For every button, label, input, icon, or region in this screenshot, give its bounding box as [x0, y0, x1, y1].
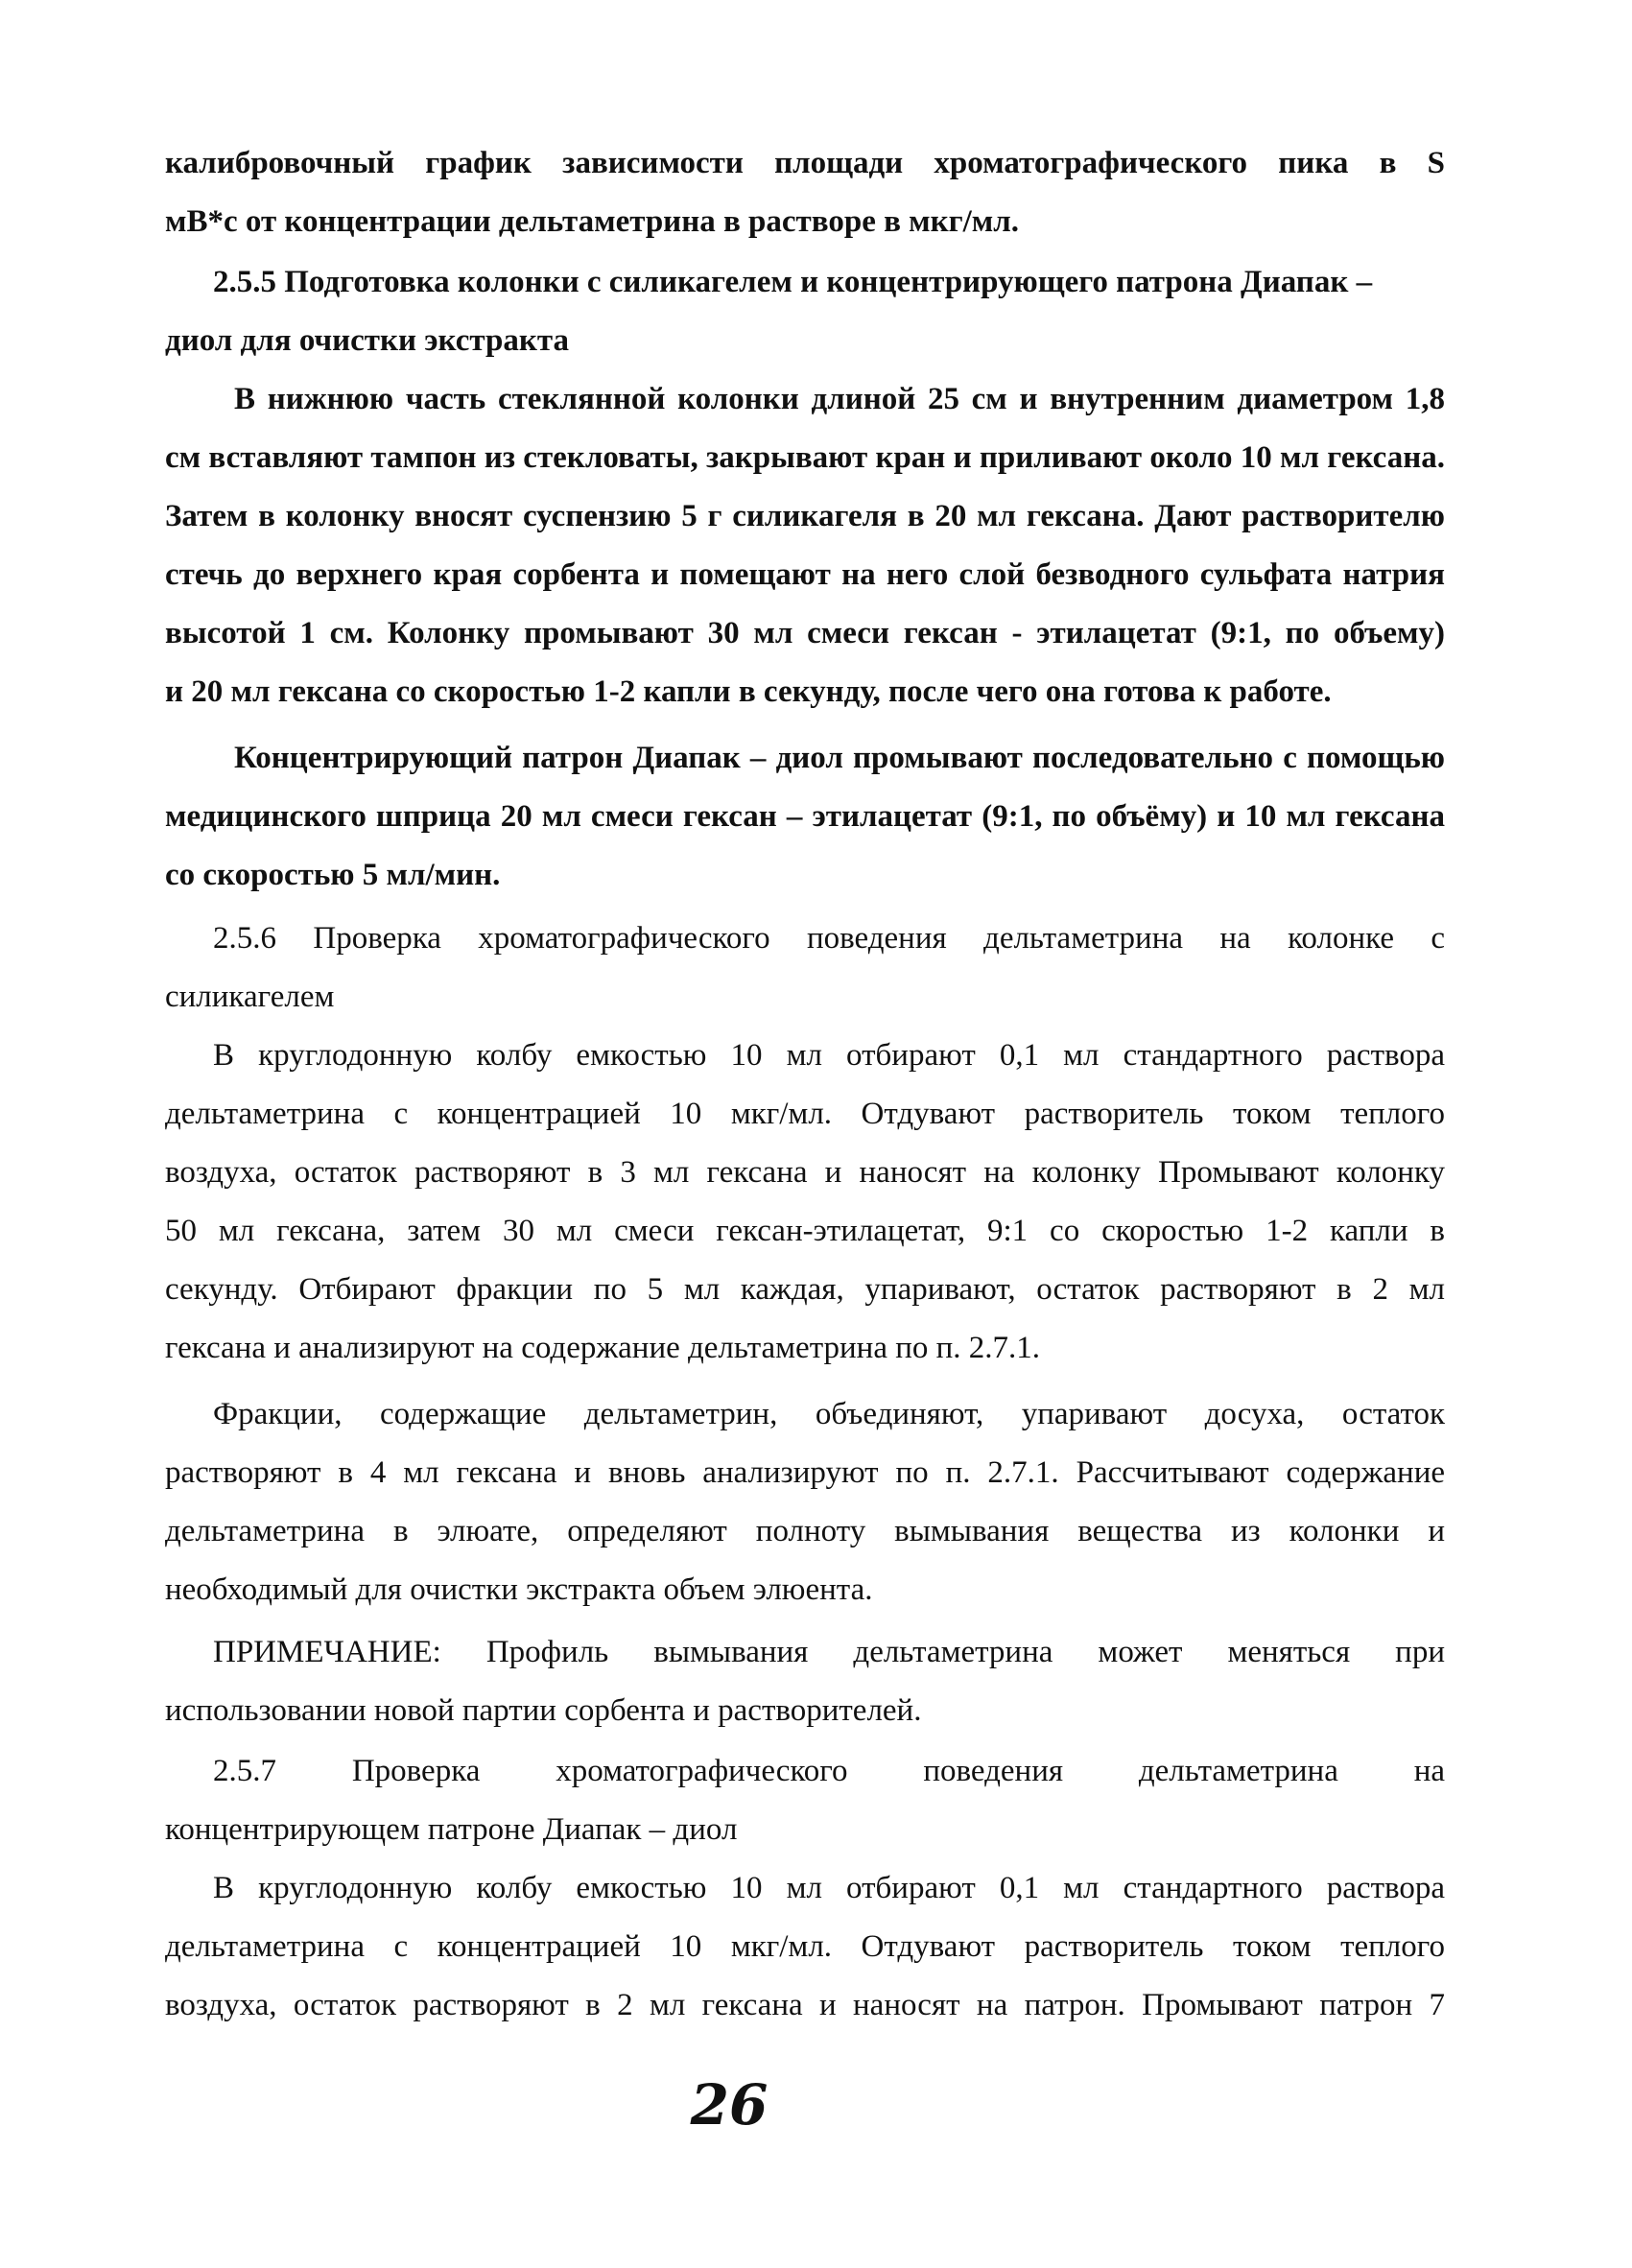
section-heading-2-5-6 — [165, 910, 1445, 1027]
text-line: ПРИМЕЧАНИЕ: Профиль вымывания дельтаметрина может меняться при — [213, 1635, 1445, 1669]
text-line: 2.5.7 Проверка хроматографического поведения дельтаметрина на — [213, 1754, 1445, 1788]
text-line: диол для очистки экстракта — [165, 323, 569, 358]
text-line: 2.5.6 Проверка хроматографического поведения дельтаметрина на колонке с — [213, 921, 1445, 956]
cartridge-check-paragraph — [165, 1859, 1445, 2035]
text-line: 50 мл гексана, затем 30 мл смеси гексан-этилацетат, 9:1 со скоростью 1-2 капли в — [165, 1214, 1445, 1248]
text-line: Фракции, содержащие дельтаметрин, объединяют, упаривают досуха, остаток — [213, 1397, 1445, 1431]
column-preparation-paragraph — [165, 370, 1445, 721]
text-line: со скоростью 5 мл/мин. — [165, 858, 501, 892]
section-heading-2-5-7 — [165, 1742, 1445, 1859]
text-line: Концентрирующий патрон Диапак – диол промывают последовательно с помощью — [234, 741, 1445, 775]
text-line: медицинского шприца 20 мл смеси гексан – этилацетат (9:1, по объёму) и 10 мл гексана — [165, 799, 1445, 834]
text-line: калибровочный график зависимости площади хроматографического пика в S — [165, 146, 1445, 180]
text-line: В круглодонную колбу емкостью 10 мл отбирают 0,1 мл стандартного раствора — [213, 1038, 1445, 1073]
text-line: см вставляют тампон из стекловаты, закрывают кран и приливают около 10 мл гексана. — [165, 440, 1445, 475]
text-line: В нижнюю часть стеклянной колонки длиной 25 см и внутренним диаметром 1,8 — [234, 382, 1445, 416]
cartridge-paragraph — [165, 729, 1445, 905]
note-paragraph — [165, 1623, 1445, 1740]
text-line: дельтаметрина с концентрацией 10 мкг/мл. Отдувают растворитель током теплого — [165, 1929, 1445, 1964]
text-line: мВ*с от концентрации дельтаметрина в растворе в мкг/мл. — [165, 204, 1020, 239]
text-line: секунду. Отбирают фракции по 5 мл каждая, упаривают, остаток растворяют в 2 мл — [165, 1272, 1445, 1307]
section-heading-2-5-5 — [165, 253, 1445, 370]
text-line: дельтаметрина с концентрацией 10 мкг/мл. Отдувают растворитель током теплого — [165, 1097, 1445, 1131]
page-number: 26 — [690, 2072, 769, 2138]
text-line: гексана и анализируют на содержание дельтаметрина по п. 2.7.1. — [165, 1331, 1041, 1365]
calibration-paragraph — [165, 134, 1445, 251]
text-line: концентрирующем патроне Диапак – диол — [165, 1812, 738, 1847]
text-line: растворяют в 4 мл гексана и вновь анализируют по п. 2.7.1. Рассчитывают содержание — [165, 1455, 1445, 1490]
text-line: и 20 мл гексана со скоростью 1-2 капли в секунду, после чего она готова к работе. — [165, 674, 1332, 709]
text-line: воздуха, остаток растворяют в 2 мл гексана и наносят на патрон. Промывают патрон 7 — [165, 1988, 1445, 2022]
text-line: В круглодонную колбу емкостью 10 мл отбирают 0,1 мл стандартного раствора — [213, 1871, 1445, 1905]
text-line: высотой 1 см. Колонку промывают 30 мл смеси гексан - этилацетат (9:1, по объему) — [165, 616, 1445, 650]
text-line: силикагелем — [165, 980, 335, 1014]
text-line: Затем в колонку вносят суспензию 5 г силикагеля в 20 мл гексана. Дают растворителю — [165, 499, 1445, 533]
fractions-paragraph — [165, 1385, 1445, 1619]
column-check-paragraph — [165, 1027, 1445, 1378]
text-line: стечь до верхнего края сорбента и помещают на него слой безводного сульфата натрия — [165, 557, 1445, 592]
text-line: 2.5.5 Подготовка колонки с силикагелем и концентрирующего патрона Диапак – — [213, 265, 1373, 299]
text-line: дельтаметрина в элюате, определяют полноту вымывания вещества из колонки и — [165, 1514, 1445, 1548]
text-line: использовании новой партии сорбента и растворителей. — [165, 1693, 922, 1728]
text-line: необходимый для очистки экстракта объем элюента. — [165, 1572, 873, 1607]
text-line: воздуха, остаток растворяют в 3 мл гексана и наносят на колонку Промывают колонку — [165, 1155, 1445, 1190]
